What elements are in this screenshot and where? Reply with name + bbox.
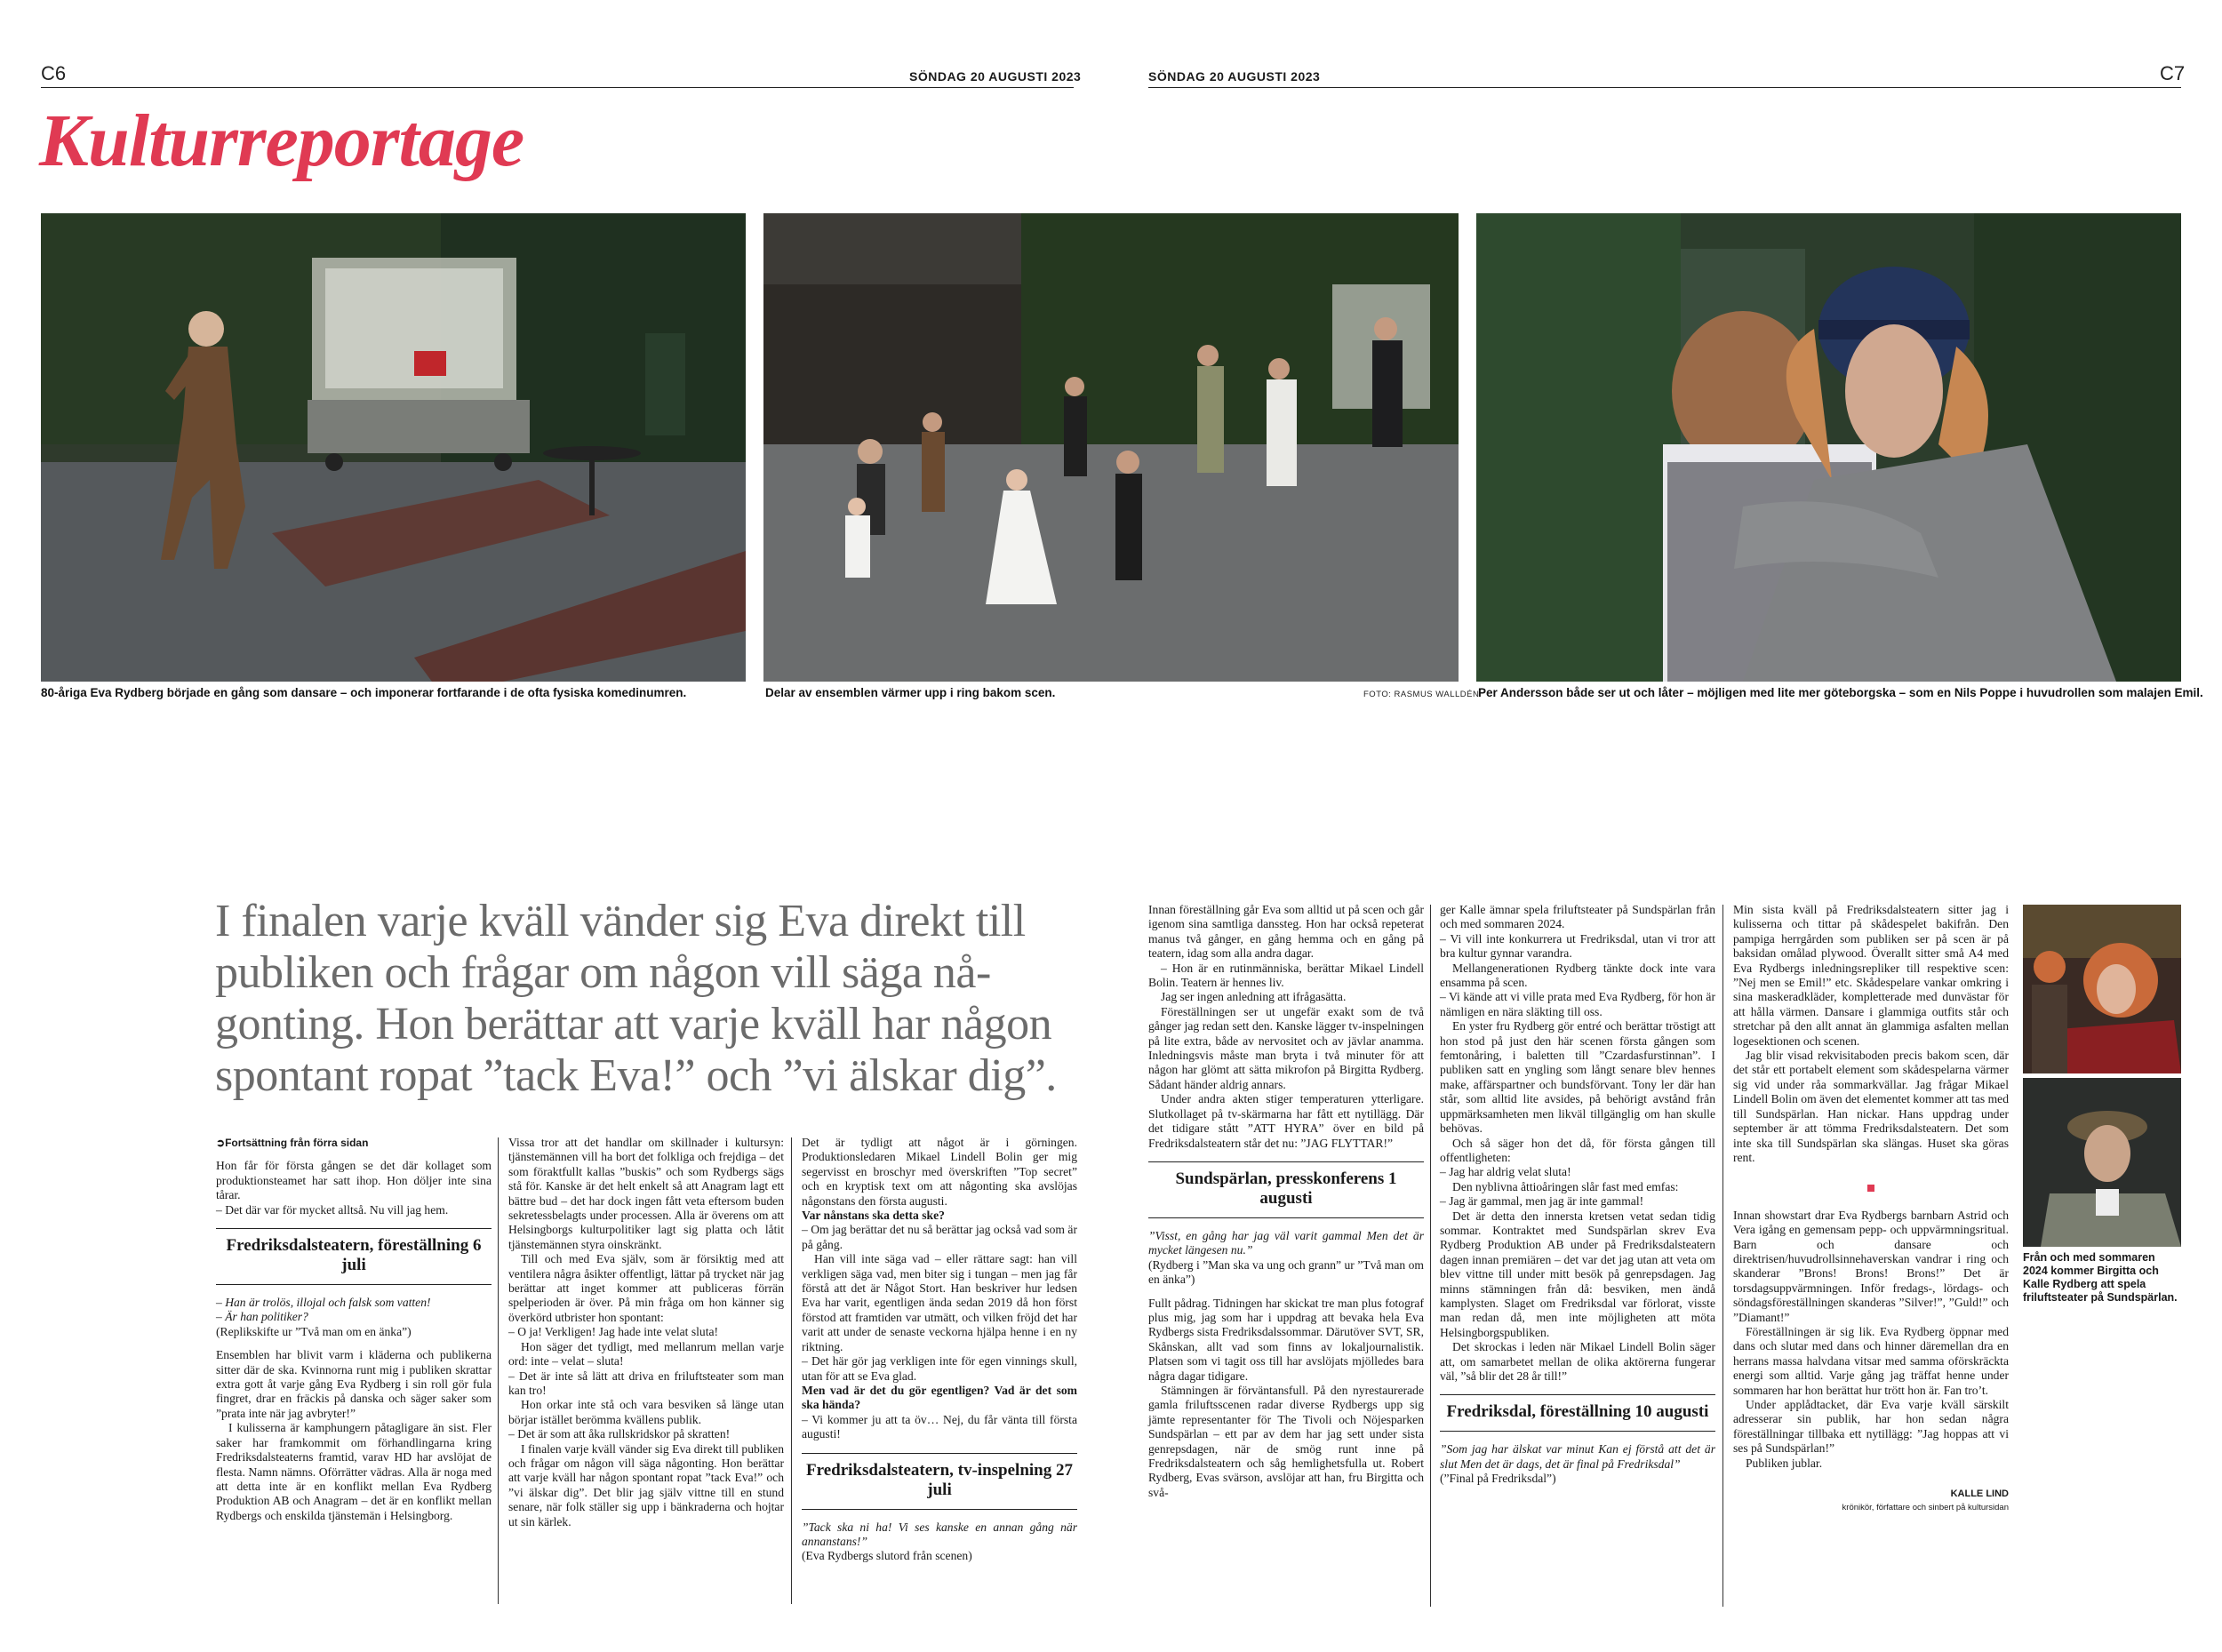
paragraph: – Det är inte så lätt att driva en friluftsteater som man kan tro! [508,1369,784,1397]
photo-kalle-rydberg [2023,1078,2181,1247]
section-title: Kulturreportage [39,100,524,182]
folio-right: C7 [2160,62,2186,84]
photo-credit: FOTO: RASMUS WALLDÉN [1363,690,1480,699]
paragraph: Och så säger hon det då, för första gången till offentligheten: [1440,1136,1715,1164]
article-column-1 [216,1136,492,1523]
column-divider [791,1137,792,1604]
byline: KALLE LIND [1950,1488,2009,1500]
paragraph: Ensemblen har blivit varm i kläderna och publikerna sitter där de ska. Kvinnorna runt mig i publiken skrattar extra gott åt varje gång Eva Rydberg i sin roll gör fula fingret, drar en fräckis på danska och säger saker som ”prata inte när jag avbryter!” [216,1348,492,1420]
column-divider [1430,905,1431,1607]
paragraph: ger Kalle ämnar spela friluftsteater på Sundspärlan från och med sommaren 2024. [1440,903,1715,931]
paragraph: Publiken jublar. [1746,1456,1823,1470]
paragraph: Hon orkar inte stå och vara besviken så länge utan börjar istället berömma kvällens publik. [508,1398,784,1426]
paragraph: Det skrockas i leden när Mikael Lindell Bolin säger att, om samarbetet mellan de olika aktörerna fungerar väl, ”så blir det 28 år till!” [1440,1340,1715,1383]
folio-left: C6 [41,62,67,84]
paragraph: I finalen varje kväll vänder sig Eva direkt till publiken och frågar om någon vill säga någonting. Hon berättar att varje kväll har någon spontant ropat ”tack Eva!” och ”vi älskar dig”. Det blir jag själv vittne till en stund senare, när folk ställer sig upp i bänkraderna och hojtar ut sin kärlek. [508,1441,784,1528]
paragraph: Vissa tror att det handlar om skillnader i kultursyn: tjänstemännen vill ha bort det folkliga och frejdiga – det som föraktfullt kallas ”buskis” och som Rydbergs sägs stå för. Kanske är det helt enkelt så att Anagram lagt ett bättre bud – det har dock ingen fått veta eftersom buden sekretessbelagts under processen. Alla är överens om att Helsingborgs kulturpolitiker lagt sig platta och låtit tjänstemännen styra oinskränkt. [508,1136,784,1251]
photo-caption-2: Delar av ensemblen värmer upp i ring bakom scen. [765,686,1056,699]
subheading: Sundspärlan, presskonferens 1 augusti [1148,1161,1424,1218]
paragraph: – Vi kände att vi ville prata med Eva Rydberg, för hon är nämligen en nära släkting till oss. [1440,990,1715,1018]
quote-source: (Replikskifte ur ”Två man om en änka”) [216,1324,412,1338]
paragraph: Innan föreställning går Eva som alltid ut på scen och går igenom sina samtliga danssteg. Hon har också repeterat manus två gånger, en gång hemma och en gång på teatern, idag som alla andra dagar. [1148,903,1424,961]
paragraph: Jag blir visad rekvisitaboden precis bakom scen, där det står ett portabelt element som skådespelarna värmer sig vid under råa sommarkvällar. Jag frågar Mikael Lindell Bolin om även det elementet kommer att tas med till Sundspärlan. Han nickar. Hans uppdrag under september är att tömma Fredriksdalsteatern. Det som inte ska till Sundspärlan ska slängas. Huset ska göras rent. [1733,1049,2009,1164]
paragraph: En yster fru Rydberg gör entré och berättar tröstigt att hon stod på just den här scenen första gången som femtonåring, i baletten till ”Czardasfurstinnan”. I publiken satt en yngling som långt senare blev hennes make, affärspartner och bundsförvant. Tony ler där han står, som alltid lite avsides, på behörigt avstånd från uppmärksamheten men likväl tillgänglig om han skulle behövas. [1440,1019,1715,1136]
photo-ensemble-warmup [763,213,1459,682]
section-break-marker [1733,1181,2009,1195]
article-column-4 [1148,903,1424,1500]
paragraph: – Jag har aldrig velat sluta! [1440,1165,1571,1179]
photo-caption-1: 80-åriga Eva Rydberg började en gång som dansare – och imponerar fortfarande i de ofta fysiska komedinumren. [41,686,687,699]
paragraph: Fullt pådrag. Tidningen har skickat tre man plus fotograf plus mig, jag som har i uppdrag att bevaka hela Eva Rydbergs sista Fredriksdalssommar. Därutöver SVT, SR, Skånskan, allt vad som finns av lokaljournalistik. Platsen som vi tagit oss till har avslöjats mjölledes bara några dagar tidigare. [1148,1296,1424,1383]
paragraph: – Det är som att åka rullskridskor på skratten! [508,1427,731,1441]
paragraph: Mellangenerationen Rydberg tänkte dock inte vara ensamma på scen. [1440,961,1715,990]
photo-birgitta-rydberg [2023,905,2181,1073]
paragraph: Till och med Eva själv, som är försiktig med att ventilera några åsikter offentligt, lättar på trycket när jag berättar att inget kommer att publiceras förrän spelperioden är över. På min fråga om hon känner sig överkörd utbrister hon spontant: [508,1252,784,1324]
pull-quote: I finalen varje kväll vänder sig Eva direkt till publiken och frågar om någon vill säga nå-gonting. Hon berättar att varje kväll har någon spontant ropat ”tack Eva!” och ”vi älskar dig”. [215,896,1057,1101]
paragraph: Min sista kväll på Fredriksdalsteatern sitter jag i kulisserna och tittar på skådespelet bakifrån. Den pampiga herrgården som publiken ser på scen är på baksidan omålad plywood. Överallt sitter små A4 med Eva Rydbergs inledningsrepliker till respektive scen: ”Nej men se Emil!” etc. Skådespelare vankar omkring i sina maskeradkläder, kompletterade med dunvästar för att hålla värmen. Dansare i glammiga outfits står och stretchar på den allt annat än glammiga asfalten mellan logesektionen och scenen. [1733,903,2009,1048]
paragraph: Innan showstart drar Eva Rydbergs barnbarn Astrid och Vera igång en gemensam pepp- och uppvärmningsritual. Barn och dansare och direktrisen/huvudrollsinnehaverskan vandrar i ring och skanderar ”Brons! Brons! Brons!” Det är torsdagsuppvärmningen. Inför fredags-, lördags- och söndagsföreställningen skanderas ”Silver!”, ”Guld!” och ”Diamant!” [1733,1208,2009,1324]
paragraph: Under applådtacket, där Eva varje kväll särskilt adresserar sin publik, har hon sedan några föreställningar tillbaka ett nytillägg: ”Jag hoppas att vi ses på Sundspärlan!” [1733,1398,2009,1456]
byline-description: krönikör, författare och sinbert på kultursidan [1842,1503,2009,1513]
paragraph: – Om jag berättar det nu så berättar jag också vad som är på gång. [802,1223,1077,1251]
paragraph: Stämningen är förväntansfull. På den nyrestaurerade gamla friluftsscenen radar diverse Rydbergs upp sig jämte representanter för The Tivoli och Nöjesparken Sundspärlan – ett par av dem har jag sett under sista genrepsdagen, när de smög runt inne på Fredriksdalsteatern och såg hemlighetsfulla ut. Robert Rydberg, Evas svärson, avslöjar att han, fru Birgitta och svå- [1148,1383,1424,1499]
paragraph: – Hon är en rutinmänniska, berättar Mikael Lindell Bolin. Teatern är hennes liv. [1148,961,1424,990]
quote-line: ”Tack ska ni ha! Vi ses kanske en annan gång när annanstans!” [802,1520,1077,1548]
quote-line: ”Visst, en gång har jag väl varit gammal Men det är mycket längesen nu.” [1148,1228,1424,1257]
side-photo-caption: Från och med sommaren 2024 kommer Birgitta och Kalle Rydberg att spela friluftsteater på Sundspärlan. [2023,1251,2178,1304]
paragraph: Det är tydligt att något är i görningen. Produktionsledaren Mikael Lindell Bolin ger mig segervisst en broschyr med överskriften ”Top secret” och en kryptisk text om att någonting ska avslöjas någonstans den första augusti. [802,1136,1077,1208]
header-rule-right [1148,87,2181,88]
paragraph: – O ja! Verkligen! Jag hade inte velat sluta! [508,1325,719,1339]
quote-source: (Rydberg i ”Man ska va ung och grann” ur ”Två man om en änka”) [1148,1257,1424,1287]
header-rule-left [41,87,1074,88]
photo-eva-dancing [41,213,746,682]
photo-per-andersson-hug [1476,213,2181,682]
paragraph: I kulisserna är kamphungern påtagligare än sist. Fler saker har framkommit om förhandlingarna kring Fredriksdalsteaterns framtid, varav HD har avslöjat de flesta. Namn nämns. Oförrätter vädras. Alla är noga med att detta inte är en konflikt mellan Eva Rydberg Produktion AB och Anagram – det är en konflikt mellan Rydbergs och enskilda tjänstemän i Helsingborg. [216,1421,492,1522]
paragraph: – Det där var för mycket alltså. Nu vill jag hem. [216,1202,449,1217]
dateline-left: SÖNDAG 20 AUGUSTI 2023 [909,69,1082,84]
continued-arrow-icon: ➲ [216,1137,226,1149]
paragraph: Föreställningen ser ut ungefär exakt som de två gånger jag redan sett den. Kanske lägger tv-inspelningen på lite extra, både av nervositet och av jävlar anamma. Inledningsvis måste man bryta i två minuter för att någon har glömt att sätta mikrofon på Birgitta Rydberg. Sådant händer aldrig annars. [1148,1004,1424,1091]
quote-line: ”Som jag har älskat var minut Kan ej förstå att det är slut Men det är dags, det är final på Fredriksdal” [1440,1442,1715,1471]
paragraph: Under andra akten stiger temperaturen ytterligare. Slutkollaget på tv-skärmarna har fått ett nytillägg. Där det tidigare stått ”ATT HYRA” över en bild på Fredriksdalsteatern står det nu: ”JAG FLYTTAR!” [1148,1092,1424,1150]
column-divider [498,1137,499,1604]
quote-line: – Är han politiker? [216,1310,308,1324]
column-divider [1722,905,1723,1607]
paragraph: Jag ser ingen anledning att ifrågasätta. [1161,990,1347,1004]
paragraph: – Vi vill inte konkurrera ut Fredriksdal, utan vi tror att bra kultur gynnar varandra. [1440,931,1715,961]
paragraph: – Jag är gammal, men jag är inte gammal! [1440,1194,1644,1209]
article-column-2 [508,1136,784,1529]
article-column-3 [802,1136,1077,1564]
paragraph: Han vill inte säga vad – eller rättare sagt: han vill verkligen säga vad, men biter sig i tungan – men jag får förstå att det är Något Stort. Han beskriver hur ledsen Eva har varit, egentligen ända sedan 2019 då hon först förstod att framtiden var utmätt, och vilken fröjd det har varit att under de senaste veckorna hjälpa henne i en ny riktning. [802,1252,1077,1353]
article-column-6 [1733,903,2009,1516]
paragraph: – Vi kommer ju att ta öv… Nej, du får vänta till första augusti! [802,1412,1077,1441]
interview-question: Var nånstans ska detta ske? [802,1209,945,1223]
quote-source: (”Final på Fredriksdal”) [1440,1472,1556,1486]
subheading: Fredriksdalsteatern, föreställning 6 juli [216,1228,492,1285]
quote-source: (Eva Rydbergs slutord från scenen) [802,1549,972,1563]
article-column-5 [1440,903,1715,1487]
continued-label: Fortsättning från förra sidan [225,1137,369,1149]
interview-question: Men vad är det du gör egentligen? Vad är det som ska hända? [802,1383,1077,1412]
subheading: Fredriksdalsteatern, tv-inspelning 27 juli [802,1453,1077,1510]
paragraph: Hon säger det tydligt, med mellanrum mellan varje ord: inte – velat – sluta! [508,1339,784,1369]
paragraph: Det är detta den innersta kretsen vetat sedan tidig sommar. Kontraktet med Sundspärlan skrev Eva Rydberg Produktion AB under på Fredriksdalsteatern dagen innan premiären – det var det jag utan att veta om blev vittne till under mitt besök på genrepsdagen. Jag minns stämningen från då: besviken, men ändå kamplysten. Slaget om Fredriksdal var förlorat, visste man redan då, men inte möjligheten att möta Helsingborgspubliken. [1440,1209,1715,1339]
photo-caption-3: Per Andersson både ser ut och låter – möjligen med lite mer göteborgska – som en Nils Poppe i huvudrollen som malajen Emil. [1478,686,2203,699]
paragraph: Den nyblivna åttioåringen slår fast med emfas: [1452,1179,1679,1193]
paragraph: – Det här gör jag verkligen inte för egen vinnings skull, utan för att se Eva glad. [802,1354,1077,1383]
paragraph: Hon får för första gången se det där kollaget som produktionsteamet har satt ihop. Hon döljer inte sina tårar. [216,1159,492,1202]
subheading: Fredriksdal, föreställning 10 augusti [1440,1394,1715,1432]
paragraph: Föreställningen är sig lik. Eva Rydberg öppnar med dans och slutar med dans och hinner däremellan dra en herrans massa halvdana vitsar med samma oförskräckta energi som alltid. Varje gång jag träffat henne under sommaren har hon berättat hur trött hon är. Fan tro’t. [1733,1324,2009,1397]
quote-line: – Han är trolös, illojal och falsk som vatten! [216,1296,431,1310]
dateline-right: SÖNDAG 20 AUGUSTI 2023 [1148,69,1321,84]
